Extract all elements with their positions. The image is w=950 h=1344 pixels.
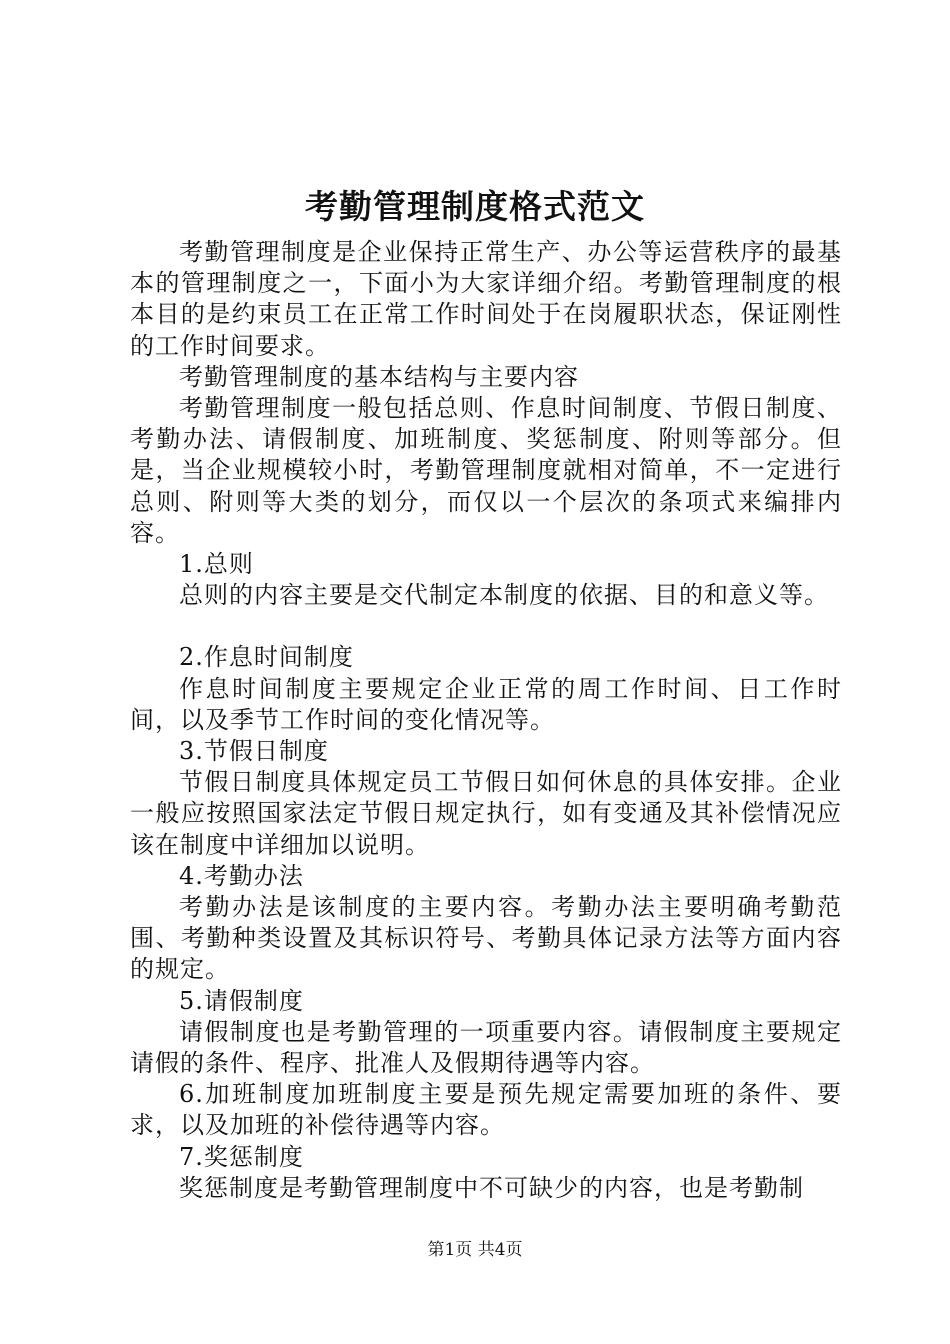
paragraph-intro: 考勤管理制度是企业保持正常生产、办公等运营秩序的最基本的管理制度之一，下面小为大家详细介绍。考勤管理制度的根本目的是约束员工在正常工作时间处于在岗履职状态，保证刚性的工作时间要求。	[130, 238, 842, 360]
section-heading-holidays: 3.节假日制度	[179, 737, 329, 766]
paragraph-holidays: 节假日制度具体规定员工节假日如何休息的具体安排。企业一般应按照国家法定节假日规定执行，如有变通及其补偿情况应该在制度中详细加以说明。	[130, 768, 842, 859]
blank-line	[130, 611, 842, 642]
document-body	[130, 237, 842, 1204]
section-heading-attendance-method: 4.考勤办法	[179, 861, 304, 890]
page-number-footer: 第1页 共4页	[427, 1240, 523, 1260]
paragraph-rewards: 奖惩制度是考勤管理制度中不可缺少的内容，也是考勤制	[179, 1173, 804, 1202]
section-heading-structure: 考勤管理制度的基本结构与主要内容	[179, 362, 579, 391]
document-title: 考勤管理制度格式范文	[305, 187, 645, 226]
paragraph-schedule: 作息时间制度主要规定企业正常的周工作时间、日工作时间，以及季节工作时间的变化情况等。	[130, 674, 842, 734]
paragraph-leave: 请假制度也是考勤管理的一项重要内容。请假制度主要规定请假的条件、程序、批准人及假期待遇等内容。	[130, 1017, 842, 1078]
paragraph-overtime: 6.加班制度加班制度主要是预先规定需要加班的条件、要求，以及加班的补偿待遇等内容。	[130, 1080, 842, 1140]
paragraph-general: 总则的内容主要是交代制定本制度的依据、目的和意义等。	[179, 581, 829, 610]
paragraph-structure: 考勤管理制度一般包括总则、作息时间制度、节假日制度、考勤办法、请假制度、加班制度、奖惩制度、附则等部分。但是，当企业规模较小时，考勤管理制度就相对简单，不一定进行总则、附则等大类的划分，而仅以一个层次的条项式来编排内容。	[130, 394, 842, 547]
paragraph-attendance-method: 考勤办法是该制度的主要内容。考勤办法主要明确考勤范围、考勤种类设置及其标识符号、考勤具体记录方法等方面内容的规定。	[130, 893, 842, 984]
section-heading-rewards: 7.奖惩制度	[179, 1142, 304, 1171]
section-heading-general: 1.总则	[179, 550, 254, 579]
section-heading-schedule: 2.作息时间制度	[179, 643, 354, 672]
section-heading-leave: 5.请假制度	[179, 986, 304, 1015]
